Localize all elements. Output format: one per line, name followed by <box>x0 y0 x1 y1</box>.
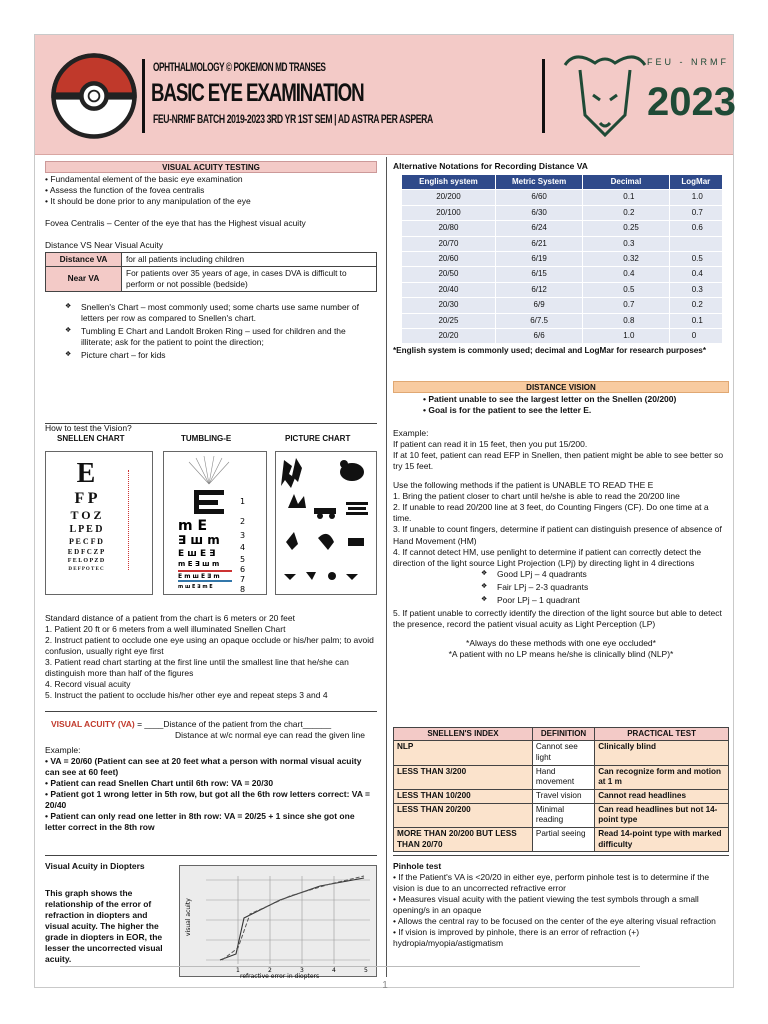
distance-vision-section <box>393 381 729 660</box>
table-cell: Clinically blind <box>595 741 729 765</box>
svg-text:refractive error in diopters: refractive error in diopters <box>240 973 320 980</box>
table-cell: 0.5 <box>669 252 722 267</box>
snellen-row: T O Z <box>70 508 102 522</box>
table-cell: 0.25 <box>583 221 669 236</box>
list-item: • Assess the function of the fovea centralis <box>45 185 377 196</box>
table-header: PRACTICAL TEST <box>595 728 729 741</box>
table-cell: 6/24 <box>495 221 582 236</box>
table-cell: 20/50 <box>402 267 496 282</box>
dv-bullets <box>393 394 729 416</box>
svg-text:visual acuity: visual acuity <box>185 898 192 936</box>
table-cell: 20/100 <box>402 205 496 220</box>
method-line: 3. If unable to count fingers, determine if patient can distinguish presence of absence of Hand Movement (HM) <box>393 524 722 546</box>
list-item: ❖ Picture chart – for kids <box>63 350 377 361</box>
diopters-text: This graph shows the relationship of the error of refraction in diopters and visual acuity. The higher the grade in diopters in EOR, the lesser the uncorrected visual acuity. <box>45 888 163 965</box>
table-cell: 6/6 <box>495 328 582 343</box>
table-cell: 0.8 <box>583 313 669 328</box>
table-cell: 6/12 <box>495 282 582 297</box>
table-cell: NLP <box>394 741 533 765</box>
header-divider-left <box>142 59 145 133</box>
list-item: • VA = 20/60 (Patient can see at 20 feet what a person with normal visual acuity can see at 60 feet) <box>45 756 377 778</box>
note-line: *Always do these methods with one eye occluded* <box>466 637 656 648</box>
example-line: If patient can read it in 15 feet, then you put 15/200. <box>393 439 588 450</box>
table-cell: Can read headlines but not 14-point type <box>595 803 729 827</box>
svg-text:2023: 2023 <box>647 80 736 124</box>
table-cell: LESS THAN 10/200 <box>394 790 533 804</box>
svg-text:3: 3 <box>240 531 246 540</box>
footer-rule <box>60 966 640 967</box>
example-title: Example: <box>45 745 81 756</box>
header-subtitle: OPHTHALMOLOGY © POKEMON MD TRANSES <box>153 62 326 74</box>
table-cell: 20/200 <box>402 190 496 205</box>
table-cell: 0.3 <box>669 282 722 297</box>
table-cell: 20/60 <box>402 252 496 267</box>
table-row <box>402 328 723 343</box>
table-row <box>402 267 723 282</box>
method-line: 2. If unable to read 20/200 line at 3 feet, do Counting Fingers (CF). Do one time at a time. <box>393 502 709 524</box>
feu-nrmf-2023-logo <box>555 45 736 145</box>
table-cell: 0.3 <box>583 236 669 251</box>
table-cell: MORE THAN 20/200 BUT LESS THAN 20/70 <box>394 827 533 851</box>
snellen-row: P E C F D <box>69 537 103 546</box>
svg-text:2: 2 <box>240 517 246 526</box>
table-cell: Distance VA <box>46 253 122 267</box>
steps-section <box>45 613 377 701</box>
svg-text:6: 6 <box>240 565 246 574</box>
list-item: ❖ Poor LPj – 1 quadrant <box>479 595 729 606</box>
section-heading: DISTANCE VISION <box>393 381 729 393</box>
list-item: • It should be done prior to any manipulation of the eye <box>45 196 377 207</box>
table-row <box>402 252 723 267</box>
list-item: • Patient got 1 wrong letter in 5th row, but got all the 6th row letters correct: VA = 20/40 <box>45 789 377 811</box>
va-testing-section <box>45 161 377 363</box>
snellen-index-section <box>393 727 729 852</box>
picture-label: PICTURE CHART <box>285 434 351 444</box>
list-item: • Patient can read Snellen Chart until 6th row: VA = 20/30 <box>45 778 377 789</box>
diopters-graph <box>179 865 377 980</box>
list-item: ❖ Fair LPj – 2-3 quadrants <box>479 582 729 593</box>
page-number: 1 <box>382 980 388 991</box>
table-cell: 6/30 <box>495 205 582 220</box>
table-row <box>394 790 729 804</box>
list-item: • Goal is for the patient to see the letter E. <box>423 405 729 416</box>
va-formula-section <box>45 719 377 833</box>
snellen-chart-image <box>45 451 153 595</box>
table-cell: Partial seeing <box>532 827 594 851</box>
svg-text:5: 5 <box>240 555 246 564</box>
table-cell: 20/30 <box>402 298 496 313</box>
svg-text:8: 8 <box>240 585 246 594</box>
page-title: BASIC EYE EXAMINATION <box>151 79 364 107</box>
va-examples <box>45 756 377 833</box>
list-item: • Allows the central ray to be focused on the center of the eye altering visual refraction <box>393 916 729 927</box>
list-item: • If the Patient's VA is <20/20 in either eye, perform pinhole test is to determine if the vision is due to an uncorrected refractive error <box>393 872 729 894</box>
table-cell: 0.1 <box>669 313 722 328</box>
header-banner <box>35 35 736 155</box>
lpj-list <box>393 569 729 606</box>
table-cell: Near VA <box>46 267 122 292</box>
section-divider <box>45 855 377 856</box>
table-cell: 6/9 <box>495 298 582 313</box>
table-header: Metric System <box>495 175 582 190</box>
step-line: 1. Patient 20 ft or 6 meters from a well illuminated Snellen Chart <box>45 624 286 635</box>
svg-text:2: 2 <box>268 967 272 974</box>
table-row <box>394 741 729 765</box>
method-line: 1. Bring the patient closer to chart until he/she is able to read the 20/200 line <box>393 491 680 502</box>
table-row <box>402 282 723 297</box>
table-cell: Can recognize form and motion at 1 m <box>595 765 729 789</box>
svg-text:4: 4 <box>332 967 336 974</box>
table-cell: 0.2 <box>669 298 722 313</box>
svg-text:7: 7 <box>240 575 246 584</box>
step-line: 5. Instruct the patient to occlude his/her other eye and repeat steps 3 and 4 <box>45 690 328 701</box>
svg-text:3: 3 <box>300 967 304 974</box>
list-item: ❖ Snellen's Chart – most commonly used; some charts use same number of letters per row as compared to Snellen's chart. <box>63 302 377 324</box>
snellen-label: SNELLEN CHART <box>57 434 125 444</box>
snellen-row: F E L O P Z D <box>67 558 105 564</box>
tumbling-e-image <box>163 451 267 595</box>
step-line: Standard distance of a patient from the chart is 6 meters or 20 feet <box>45 613 295 623</box>
diopters-title: Visual Acuity in Diopters <box>45 861 145 871</box>
table-cell: 0.7 <box>583 298 669 313</box>
table-cell: Hand movement <box>532 765 594 789</box>
svg-text:1: 1 <box>240 497 246 506</box>
snellen-row: D E F P O T E C <box>68 567 104 572</box>
svg-text:4: 4 <box>240 543 246 552</box>
table-cell: 0 <box>669 328 722 343</box>
table-cell: 1.0 <box>669 190 722 205</box>
document-page <box>34 34 736 991</box>
table-cell: For patients over 35 years of age, in cases DVA is difficult to perform or not possible (bedside) <box>122 267 377 292</box>
svg-text:5: 5 <box>364 967 368 974</box>
svg-text:m E: m E <box>178 518 208 534</box>
step-line: 2. Instruct patient to occlude one eye using an opaque occlude or his/her palm; to avoid confusion, usually right eye first <box>45 635 374 657</box>
table-cell: Travel vision <box>532 790 594 804</box>
table-cell: for all patients including children <box>122 253 377 267</box>
step-line: 3. Patient read chart starting at the first line until the smallest line that he/she can distinguish more than half of the figures <box>45 657 349 679</box>
va-denominator: Distance at w/c normal eye can read the given line <box>175 730 365 741</box>
table-cell: 20/20 <box>402 328 496 343</box>
table-row <box>394 827 729 851</box>
table-cell: LESS THAN 20/200 <box>394 803 533 827</box>
table-row <box>402 313 723 328</box>
snellen-row: E <box>76 458 96 489</box>
table-cell: Cannot read headlines <box>595 790 729 804</box>
table-cell: 0.2 <box>583 205 669 220</box>
table-cell: 6/19 <box>495 252 582 267</box>
svg-text:FEU - NRMF: FEU - NRMF <box>647 57 729 67</box>
table-row <box>402 221 723 236</box>
table-cell: 0.5 <box>583 282 669 297</box>
step-line: 4. Record visual acuity <box>45 679 131 690</box>
alt-notations-title: Alternative Notations for Recording Distance VA <box>393 161 588 171</box>
table-cell: 0.6 <box>669 221 722 236</box>
svg-text:m E ∃ ш m: m E ∃ ш m <box>178 560 220 568</box>
table-cell: 20/80 <box>402 221 496 236</box>
method-line: 5. If patient unable to correctly identify the direction of the light source but able to detect the presence, record the patient visual acuity as Light Perception (LP) <box>393 607 722 629</box>
table-cell: 0.4 <box>669 267 722 282</box>
snellen-row: F P <box>74 490 98 507</box>
header-batch: FEU-NRMF BATCH 2019-2023 3RD YR 1ST SEM | AD ASTRA PER ASPERA <box>153 114 433 126</box>
list-item: ❖ Good LPj – 4 quadrants <box>479 569 729 580</box>
table-header: Decimal <box>583 175 669 190</box>
how-to-title: How to test the Vision? <box>45 423 132 433</box>
section-divider <box>393 855 729 856</box>
va-numerator: = ____Distance of the patient from the chart______ <box>134 719 332 729</box>
picture-chart-image <box>275 451 377 595</box>
example-line: If at 10 feet, patient can read EFP in Snellen, then patient might be able to see better so try 15 feet. <box>393 450 724 472</box>
header-divider-right <box>542 59 545 133</box>
table-cell <box>669 236 722 251</box>
list-item: • Patient unable to see the largest letter on the Snellen (20/200) <box>423 394 729 405</box>
table-cell: 20/70 <box>402 236 496 251</box>
snellen-row: E D F C Z P <box>67 548 105 556</box>
va-notations-table <box>401 174 723 344</box>
pinhole-bullets <box>393 872 729 949</box>
section-divider <box>45 711 377 712</box>
table-cell: 0.7 <box>669 205 722 220</box>
alt-notations-section <box>393 161 729 357</box>
table-cell: 20/40 <box>402 282 496 297</box>
table-cell: 6/15 <box>495 267 582 282</box>
methods-intro: Use the following methods if the patient is UNABLE TO READ THE E <box>393 480 654 491</box>
note-line: *A patient with no LP means he/she is clinically blind (NLP)* <box>448 648 674 659</box>
table-row <box>402 298 723 313</box>
table-row <box>394 765 729 789</box>
list-item: • If vision is improved by pinhole, there is an error of refraction (+) hydropia/myopia/astigmatism <box>393 927 729 949</box>
list-item: • Patient can only read one letter in 8th row: VA = 20/25 + 1 since she got one letter correct in the 8th row <box>45 811 377 833</box>
pinhole-title: Pinhole test <box>393 861 442 871</box>
table-header: DEFINITION <box>532 728 594 741</box>
table-cell: LESS THAN 3/200 <box>394 765 533 789</box>
table-cell: 0.1 <box>583 190 669 205</box>
table-cell: 6/7.5 <box>495 313 582 328</box>
table-cell: 1.0 <box>583 328 669 343</box>
table-header: LogMar <box>669 175 722 190</box>
va-bullets <box>45 174 377 207</box>
example-title: Example: <box>393 428 429 439</box>
table-row <box>402 236 723 251</box>
table-cell: 0.32 <box>583 252 669 267</box>
svg-text:1: 1 <box>236 967 240 974</box>
alt-notations-note: *English system is commonly used; decimal and LogMar for research purposes* <box>393 346 707 356</box>
table-cell: 6/21 <box>495 236 582 251</box>
fovea-text: Fovea Centralis – Center of the eye that has the Highest visual acuity <box>45 218 306 229</box>
list-item: ❖ Tumbling E Chart and Landolt Broken Ring – used for children and the illiterate; ask for the patient to point the direction; <box>63 326 377 348</box>
svg-text:∃ ш m: ∃ ш m <box>178 533 220 547</box>
list-item: • Fundamental element of the basic eye examination <box>45 174 377 185</box>
table-header: SNELLEN'S INDEX <box>394 728 533 741</box>
table-cell: 6/60 <box>495 190 582 205</box>
table-row <box>394 803 729 827</box>
section-heading: VISUAL ACUITY TESTING <box>45 161 377 173</box>
table-cell: Minimal reading <box>532 803 594 827</box>
va-label: VISUAL ACUITY (VA) <box>51 719 135 729</box>
table-cell: Read 14-point type with marked difficulty <box>595 827 729 851</box>
svg-text:m ш E ∃ m E: m ш E ∃ m E <box>178 584 213 590</box>
table-cell: Cannot see light <box>532 741 594 765</box>
snellen-row: L P E D <box>69 524 103 535</box>
list-item: • Measures visual acuity with the patient viewing the test symbols through a small opening/s in an opaque <box>393 894 729 916</box>
snellen-index-table <box>393 727 729 852</box>
table-cell: 20/25 <box>402 313 496 328</box>
tumbling-label: TUMBLING-E <box>181 434 232 444</box>
table-row <box>402 190 723 205</box>
pinhole-section <box>393 861 729 949</box>
column-divider <box>386 157 387 977</box>
method-line: 4. If cannot detect HM, use penlight to determine if patient can correctly detect the direction of the light source Light Projection (LPj) by directing light in 4 directions <box>393 546 702 568</box>
svg-text:E ш E ∃: E ш E ∃ <box>178 549 216 559</box>
chart-types-list <box>45 302 377 361</box>
table-row <box>402 205 723 220</box>
dist-near-title: Distance VS Near Visual Acuity <box>45 240 163 251</box>
table-cell: 0.4 <box>583 267 669 282</box>
chart-labels <box>45 434 377 446</box>
pokeball-logo <box>49 51 139 141</box>
table-header: English system <box>402 175 496 190</box>
svg-text:E m ш E ∃ m: E m ш E ∃ m <box>178 573 220 580</box>
dist-near-table <box>45 252 377 291</box>
how-to-section <box>45 423 377 446</box>
